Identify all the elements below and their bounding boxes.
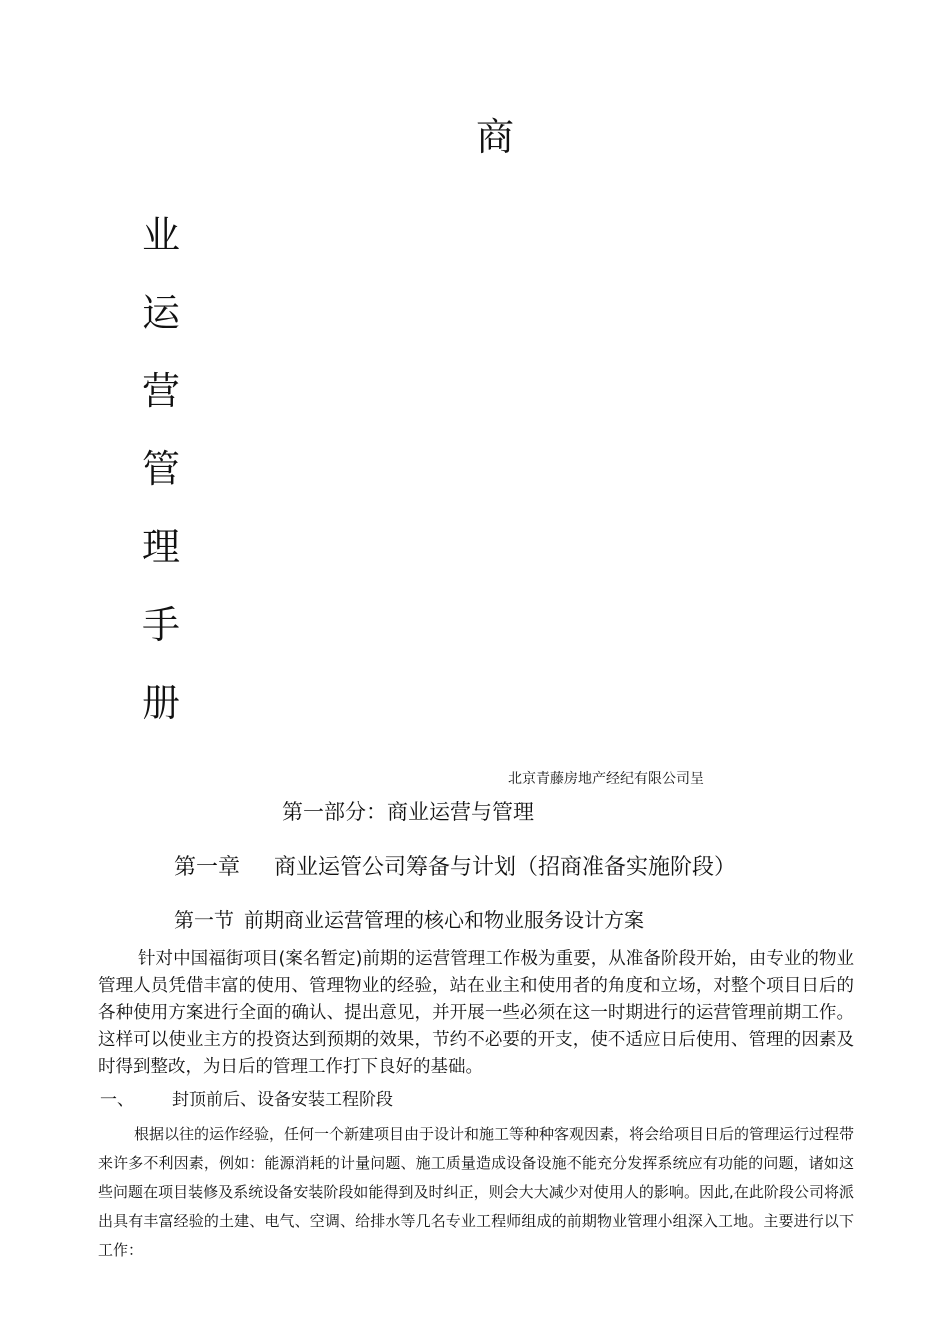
cover-title-first-char: 商 — [476, 115, 515, 159]
body-paragraph: 针对中国福街项目(案名暂定)前期的运营管理工作极为重要，从准备阶段开始，由专业的物业管理人员凭借丰富的使用、管理物业的经验，站在业主和使用者的角度和立场，对整个项目日后的各种使用方案进行全面的确认、提出意见，并开展一些必须在这一时期进行的运营管理前期工作。这样可以使业主方的投资达到预期的效果，节约不必要的开支，使不适应日后使用、管理的因素及时得到整改，为日后的管理工作打下良好的基础。 — [98, 949, 854, 1077]
section-heading — [174, 904, 644, 933]
subheading — [100, 1085, 393, 1110]
subheading-number: 一、 — [100, 1090, 134, 1110]
chapter-heading — [174, 850, 736, 881]
cover-title-char: 业 — [142, 213, 181, 257]
section-number: 第一节 — [174, 908, 234, 932]
chapter-title: 商业运管公司筹备与计划（招商准备实施阶段） — [274, 855, 737, 880]
cover-title-vertical — [142, 210, 192, 756]
cover-title-char: 理 — [142, 525, 181, 569]
cover-title-char: 手 — [142, 603, 181, 647]
subheading-title: 封顶前后、设备安装工程阶段 — [172, 1090, 393, 1110]
company-name: 北京青藤房地产经纪有限公司呈 — [508, 771, 704, 787]
cover-title-char: 营 — [142, 369, 181, 413]
chapter-number: 第一章 — [174, 855, 241, 880]
section-title: 前期商业运营管理的核心和物业服务设计方案 — [244, 908, 644, 932]
cover-title-char: 运 — [142, 291, 181, 335]
cover-title-char: 管 — [142, 447, 181, 491]
part-heading: 第一部分：商业运营与管理 — [282, 800, 534, 824]
body-paragraph: 根据以往的运作经验，任何一个新建项目由于设计和施工等种种客观因素，将会给项目日后的管理运行过程带来许多不利因素，例如：能源消耗的计量问题、施工质量造成设备设施不能充分发挥系统应有功能的问题，诸如这些问题在项目装修及系统设备安装阶段如能得到及时纠正，则会大大减少对使用人的影响。因此,在此阶段公司将派出具有丰富经验的土建、电气、空调、给排水等几名专业工程师组成的前期物业管理小组深入工地。主要进行以下工作： — [98, 1125, 855, 1259]
cover-title-char: 册 — [142, 681, 181, 725]
